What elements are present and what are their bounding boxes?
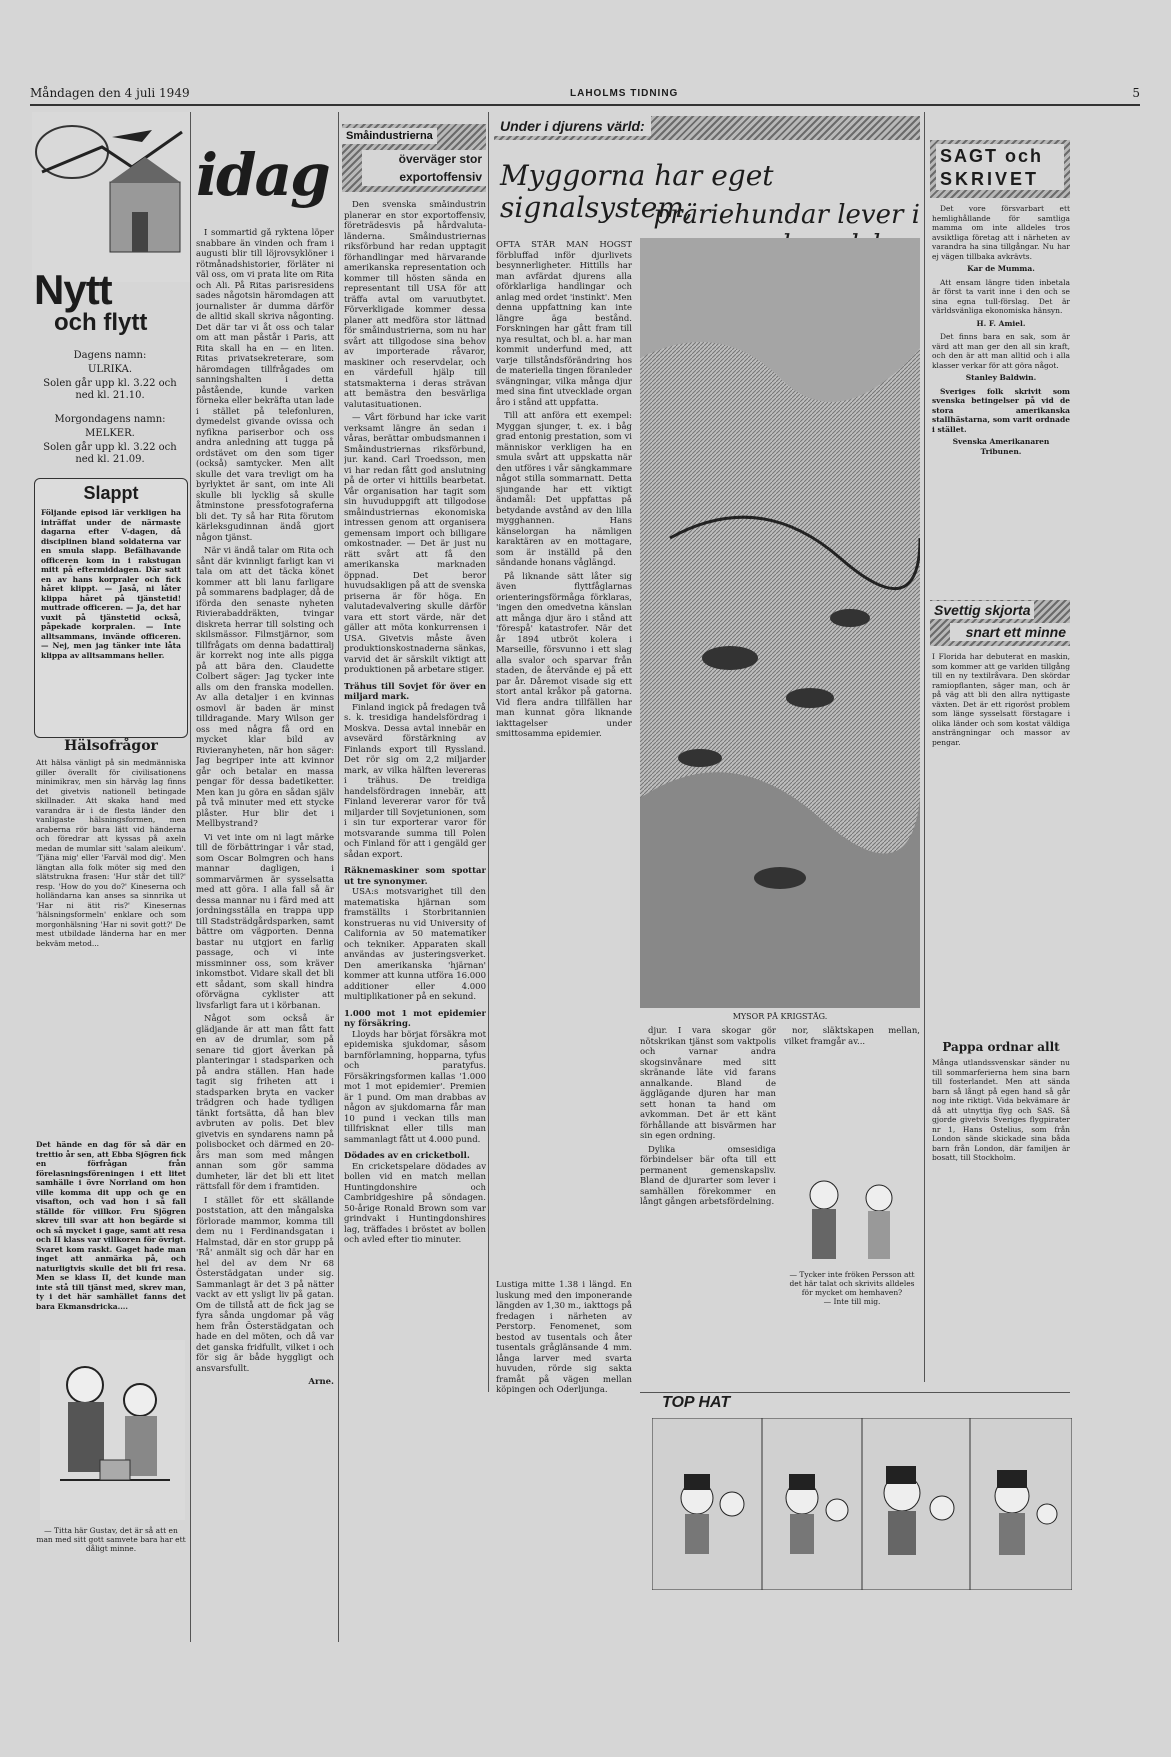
animal-col-a-2: Dylika omsesidiga förbindelser bär ofta till ett permanent gemenskapsliv. Bland de djurarter som lever i samhällen förekommer en långt gången arbetsfördelning. [640,1144,776,1207]
animal-lead-col [496,240,632,1270]
pappa-text: Många utlandssvenskar sänder nu till sommarferierna hem sina barn till fosterlandet. Men att sända barn så långt på egen hand så går nog inte riktigt. Vida bekvämare är då att utnyttja flyg och SAS. Så gjorde givetvis Sveriges flygpirater nr 1, Hans Ostelius, som från London sände skickade sina båda barn från London, där familjen är bosatt, till Stockholm. [932,1058,1070,1162]
slappt-text: Följande episod lär verkligen ha inträffat under de närmaste dagarna efter V-dagen, då disciplinen bland soldaterna var en smula slapp. Befälhavande officeren kom in i rakstugan mitt på eftermiddagen. Där satt en av hans korpraler och fick håret klippt. — Jaså, ni låter klippa håret på tjänstetid! muttrade officeren. — Ja, det har vuxit på tjänstetid också, påpekade korpralen. — Inte alltsammans, invände officeren. — Nej, men jag tänker inte låta klippa av alltsammans heller. [41,508,181,660]
top-hat-comic-strip [652,1418,1072,1590]
halsofragor-text: Att hälsa vänligt på sin medmänniska giller överallt för civilisationens minimikrav, men sin härväg lag finns det givetvis nationell betingade skillnader. Att skaka hand med varandra är i de flesta länder den vanligaste hälsningsformen, men araberna rör bara lätt vid händerna och föredrar att kyssas på axeln medan de mumlar sitt 'salam aleikum'. 'Tjäna mig' eller 'Farväl mod dig'. Men längtan alla folk möter sig med den slätstrukna frasen: 'Hur står det till?' resp. 'How do you do?' Kineserna och holländarna kan anses sa sinnrika ut 'Har ni ätit ris?' Kinesernas 'hälsningsformeln' enklare och som morgonhälsning 'Har ni sovit gott?' De mest utbildade länderna har en mer bekväm metod... [36,758,186,948]
slappt-box [34,478,188,738]
animal-col-a-1: djur. I vara skogar gör nötskrikan tjänst som vaktpolis och varnar andra skogsinvånare med sitt skränande läte vid farans annalkande. Bland de ägglägande djuren har man sett honan ta hand om avkomman. Det är ett känt förhållande att bisvärmen har sin egen ordning. [640,1026,776,1141]
sub2-head: Räknemaskiner som spottar ut tre synonymer. [344,866,486,887]
morgondagens-namn-value: MELKER. [85,428,135,439]
sub2-text: USA:s motsvarighet till den matematiska hjärnan som framställts i Storbritannien konstrueras nu vid University of California av 50 matematiker och tekniker. Apparaten skall användas av justeringsverket. Den amerikanska 'hjärnan' kommer att kunna utföra 16.000 additioner eller 4.000 multiplikationer på en sekund. [344,887,486,1002]
small-cartoon-caption-2: — Inte till mig. [823,1297,881,1306]
dagens-namn-value: ULRIKA. [87,364,132,375]
quote-4-author: Svenska Amerikanaren Tribunen. [952,437,1050,456]
mice-caption: MYSOR PÅ KRIGSTÅG. [732,1012,828,1021]
smaindustrierna-header [342,124,486,192]
page-number: 5 [1132,86,1140,100]
small-cartoon-caption [784,1270,920,1310]
animal-kicker: Under i djurens värld: [494,116,651,136]
sagt-och-skrivet-header [930,140,1070,198]
dagens-sol: Solen går upp kl. 3.22 och ned kl. 21.10. [43,378,177,401]
quote-2: Att ensam längre tiden inbetala är först ta varit inne i den och se sina egna tull-förslag. Det är världsvänliga ekonomiska hänsyn. [932,277,1070,315]
quote-1: Det vore försvarbart ett hemlighållande för samtliga mamma om inte alldeles tros avsiktliga företag att i närheten av varandra ha sina tillgångar. Nu har ej vägen tillbaka avkrävts. [932,204,1070,261]
smaindustri-headline: överväger stor exportoffensiv [362,150,486,186]
morgondagens-sol: Solen går upp kl. 3.22 och ned kl. 21.09. [43,442,177,465]
skjorta-head-1: Svettig skjorta [930,601,1034,619]
idag-signature: Arne. [308,1377,334,1387]
quote-1-author: Kar de Mumma. [967,264,1035,273]
quote-4: Sveriges folk skrivit som svenska betingelser på vid de stora amerikanska stallhästarna, som varit ordnade i stället. [932,386,1070,434]
sub4-head: Dödades av en cricketboll. [344,1151,470,1161]
halsofragor-title: Hälsofrågor [64,738,158,754]
idag-title: idag [196,141,329,209]
dagens-namn [34,350,186,466]
lusk-text: Lustiga mitte 1.38 i längd. En luskung med den imponerande längden av 1,30 m., iakttogs på fredagen i närheten av Perstorp. Fenomenet, som bestod av tusentals och åter tusentals gråglänsande 4 mm. långa larver med svarta huvuden, rörde sig sakta framåt på vägen mellan köpingen och Oderljunga. [496,1280,632,1395]
quote-3: Det finns bara en sak, som är värd att man ger den all sin kraft, och den är att man alltid och i alla klasser verkar för att göra något. [932,332,1070,370]
sub1-text: Finland ingick på fredagen två s. k. tresidiga handelsfördrag i Moskva. Dessa avtal innebär en avsevärd förstärkning av Finlands export till Ryssland. Det rör sig om 2,2 miljarder mark, av vilka hälften levereras i trähus. De treidiga handelsfördragen innebär, att Finland levererar varor för två miljarder till Sovjetunionen, som i sin tur exporterar varor för motsvarande summa till Polen och Finland för att i gengäld ger sådan export. [344,702,486,860]
smaindustri-para-1: Den svenska småindustrin planerar en stor exportoffensiv, företrädesvis på hårdvaluta-länderna. Småindustriernas riksförbund har redan upptagit förhandlingar med härvarande amerikanska representation och kommer till hösten sända en representant till USA för att träffa avtal om varuutbytet. Förverkligade kommer dessa planer att medföra stor lättnad för småindustrierna, som nu har svårt att tillgodose sina behov av importerade råvaror, maskiner och reservdelar, och en värdefull hjälp till statsmakterna i deras strävan att bemästra den besvärliga valutasituationen. [344,200,486,410]
sub4-text: En cricketspelare dödades av bollen vid en match mellan Huntingdonshire och Cambridgeshire på söndagen. 50-årige Ronald Brown som var grindvakt i Huntingdonshires lag, träffades i bröstet av bollen och avled efter tio minuter. [344,1161,486,1245]
cartoon-caption: — Titta här Gustav, det är så att en man med sitt gott samvete bara har ett dåligt minne. [36,1526,186,1553]
issue-date: Måndagen den 4 juli 1949 [30,86,190,100]
small-cartoon [784,1160,920,1270]
animal-col-a [640,1026,776,1266]
morgondagens-namn-label: Morgondagens namn: [54,414,166,425]
idag-para-1: I sommartid gå ryktena löper snabbare än vinden och fram i augusti blir till löjrovsyklöner i rötmånadshistorier, förläter ni väl oss, om vi prata lite om Rita och Ali. På Ritas parisresidens sades någotsin häromdagen att journalister är dumma därför de alltid skall skriva någonting. Det där tar vi åt oss och talar om att man påstår i Paris, att Rita skall ha en — en liten. Ritas privatsekreterare, som häromdagen tillfrågades om sanningshalten i detta påstående, kunde varken förneka eller bekräfta utan lade i stället på telefonluren, dymedelst givande ovissa och nyfikna pariserbor och oss andra anledning att tugga på ordstävet om den som tiger (också) samtycker. Men allt skulle det vara trevligt om ha byrlyktet är sant, om inte Ali skulle bli lycklig så skulle åtminstone pressfotograferna bli det. Ty så har Rita förutom kärleksgudinnan ändå gjort någon tjänst. [196,228,334,543]
nytt-och-flytt-illustration [32,112,190,282]
idag-para-2: När vi ändå talar om Rita och sånt där kvinnligt farligt kan vi tala om att det täcka könet kommer att bli lanu farligare på sommarens badplager, då de iförda den senaste nyheten Rivierabaddräkten, tvingar diskreta herrar till solsting och skilsmässor. Filmstjärnor, som tillfrågats om denna badattiralj är korrekt nog inte alls pigga på att bära den. Claudette Colbert säger: Jag tycker inte alls om den franska modellen. Av alla detaljer i en kvinnas osmovl är baden är minst tilldragande. Mary Wilson ger oss med några få ord en mycket klar bild av Rivieranyheten, när hon säger: Jag begriper inte att kvinnor går och betalar en massa pengar för dessa badetiketter. Men kan ju göra en sådan själv på två minuter med ett stycke plåster. Hur blir det i Mellbystrand? [196,546,334,829]
banner-flytt: och flytt [54,309,148,336]
animal-lead: OFTA STÅR MAN HOGST förbluffad inför djurlivets besynnerligheter. Hittills har man avfärdat djurens alla oförklarliga handlingar och anlag med ordet 'instinkt'. Men denna uppfattning kan inte längre äga bestånd. Forskningen har gått fram till nya resultat, och bl. a. har man kommit underfund med, att varje tillståndsförändring hos de materiella tingen föranleder svängningar, vilka många djur med sina fint utvecklade organ åro i stånd att uppfatta. [496,240,632,408]
smaindustri-kicker: Småindustrierna [342,128,437,144]
idag-text [196,228,334,1638]
cartoon-illustration [40,1340,185,1520]
nytt-och-flytt-banner [34,266,190,340]
top-hat-title: TOP HAT [662,1394,731,1411]
idag-para-3: Vi vet inte om ni lagt märke till de förbättringar i vår stad, som Oscar Bolmgren och hans mannar dagligen, i sommarvärmen är sysselsatta med att göra. I alla fall så är dessa mannar nu i färd med att jordningsställa en trappa upp till Stadsträdgårdsparken, samt bättre om vägporten. Denna bastar nu utgjort en farlig passage, och vi inte missminner oss, som kräver inkomstbot. Vidare skall det bli ett sådant, som skall hindra oförvägna cyklister att livsfarligt fara ut i körbanan. [196,832,334,1011]
smaindustri-text [344,200,486,1650]
ebba-text: Det hände en dag för så där en trettio år sen, att Ebba Sjögren fick en förfrågan från förelasningsföreningen i ett litet samhälle i övre Norrland om hon ville komma dit upp och ge en visafton, och vad hon i så fall ställde för villkor. Fru Sjögren skrev till svar att hon begärde si och så mycket i gage, samt att resa och II klass var villkoren för övrigt. Svaret kom raskt. Gaget hade man inget att anmärka på, och naturligtvis skulle det bli fri resa. Men se klass II, det kunde man inte stå till tjänst med, skrev man, ty i det här samhället fanns det bara Ekmansdricka.... [36,1140,186,1311]
sub3-head: 1.000 mot 1 mot epidemier ny försäkring. [344,1008,486,1029]
animal-headline-2: präriehundar lever i [653,200,920,230]
skjorta-text: I Florida har debuterat en maskin, som kommer att ge varlden tillgång till en ny textilråvara. Den skördar ramiopflanten, säger man, och är på väg att bli den allra nyttigaste växten. Det är ett rigoröst problem som länge sysselsatt förstagare i olika länder och som kostat väldiga ansträngningar och massor av pengar. [932,652,1070,747]
idag-para-4: Något som också är glädjande är att man fått fatt en av de drumlar, som på senare tid gjort åverkan på planteringar i stadsparken och på andra ställen. Han hade tagit sig friheten att i stadsparken bryta en vacker trädgren och hade tydligen tänkt fortsätta, då han blev avbruten av polis. Det blev givetvis en syndarens namn på polisbocket och därmed en 20-års man som med mången annan som gör samma dumheter, lär det bli ett litet rättsfall för dem i framtiden. [196,1014,334,1192]
animal-headline-1: Myggorna har eget signalsystem, [500,159,774,224]
small-cartoon-caption-1: — Tycker inte fröken Persson att det här talat och skrivits alldeles för mycket om hemhaven? [789,1270,915,1297]
paper-name: LAHOLMS TIDNING [570,88,679,99]
dagens-namn-label: Dagens namn: [73,350,147,361]
masthead [30,86,1140,106]
pappa-title: Pappa ordnar allt [942,1040,1060,1054]
slappt-title: Slappt [83,483,139,503]
sagt-title-2: SKRIVET [936,169,1064,190]
animal-col-b-1: nor, släktskapen mellan, vilket framgår av... [784,1026,920,1047]
animal-kicker-bar [494,116,920,140]
banner-nytt: Nytt [34,266,112,313]
mice-illustration [640,238,920,1008]
quote-3-author: Stanley Baldwin. [965,373,1037,382]
quote-2-author: H. F. Amiel. [976,318,1026,328]
animal-para-3: På liknande sätt låter sig även flyttfåglarnas orienteringsförmåga förklaras, 'ingen den omedvetna känslan att många djur äro i stånd att 'förespå' katastrofer. När det år 1894 utbröt kolera i Marseille, försvunno i ett slag alla svalor och sparvar från staden, de återvände ej på ett par år. Dåremot visade sig ett stort antal kråkor på gatorna. Vid flera andra tillfällen har man kunnat göra liknande iakttagelser under smittosamma epidemier. [496,571,632,739]
sub3-text: Lloyds har börjat försäkra mot epidemiska sjukdomar, såsom barnförlamning, hopparna, tyfus och paratyfus. Försäkringsformen kallas '1.000 mot 1 mot epidemier'. Premien är 1 pund. Om man drabbas av någon av sjukdomarna får man 10 pund i veckan tills man tillfrisknat eller tills man sammanlagt fått ut 4.000 pund. [344,1029,486,1145]
smaindustri-para-2: — Vårt förbund har icke varit verksamt längre än sedan i våras, berättar ombudsmannen i Småindustriernas riksförbund, jur. kand. Carl Troedsson, men vi har redan fått god anslutning på de orter vi hittills bearbetat. Vår organisation har tagit som sin huvuduppgift att tillgodose småindustriernas ekonomiska intressen genom att organisera gemensam import och billigare omkostnader. — Det är just nu rätt svårt att få den amerikanska marknaden öppnad. Det beror huvudsakligen på att de svenska priserna är för höga. En valutadevalvering skulle därför vara ett stort värde, när det gäller att möta konkurrensen i USA. Givetvis måste även produktionskostnaderna sänkas, varvid det är särskilt viktigt att produktionen på arbetare stiger. [344,413,486,675]
skjorta-head-2: snart ett minne [950,623,1070,641]
lusk-article [496,1280,632,1420]
idag-para-5: I stället för ett skällande poststation, att den mångalska förlorade mammor, komma till dem nu i Ferdinandsgatan i Halmstad, där en stor grupp på 'Rå' anmält sig och där har en hel del av dem Nr 68 Österstädgatan under sig. Sammanlagt är det 3 på nätter vackt av ett ysligt liv på gatan. Om de tillstå att de fick jag se fyra sånda ungdomar på väg hem från Österstädgatan och hade en del möten, och då var det ganska fridfullt, vilket i och för sig är både hyggligt och ansvarsfullt. [196,1195,334,1374]
skjorta-header [930,600,1070,646]
animal-para-2: Till att anföra ett exempel: Myggan sjunger, t. ex. i båg grad entonig prestation, som vi människor verkligen ha en smula svårt att uppskatta när den utföres i vår sängkammare något stilla sommarnatt. Detta sjungande har ett viktigt ändamål: Det uppfattas på betydande avstånd av den lilla mygghannen. Hans känselorgan ha nämligen karaktären av en mottagare, som är inställd på den sändande honans våglängd. [496,411,632,568]
sagt-quotes [932,204,1070,594]
halsofragor-article [36,738,186,1138]
ebba-sjogren-anecdote [36,1140,186,1330]
sub1-head: Trähus till Sovjet för över en miljard mark. [344,681,486,702]
sagt-title-1: SAGT och [936,144,1064,169]
